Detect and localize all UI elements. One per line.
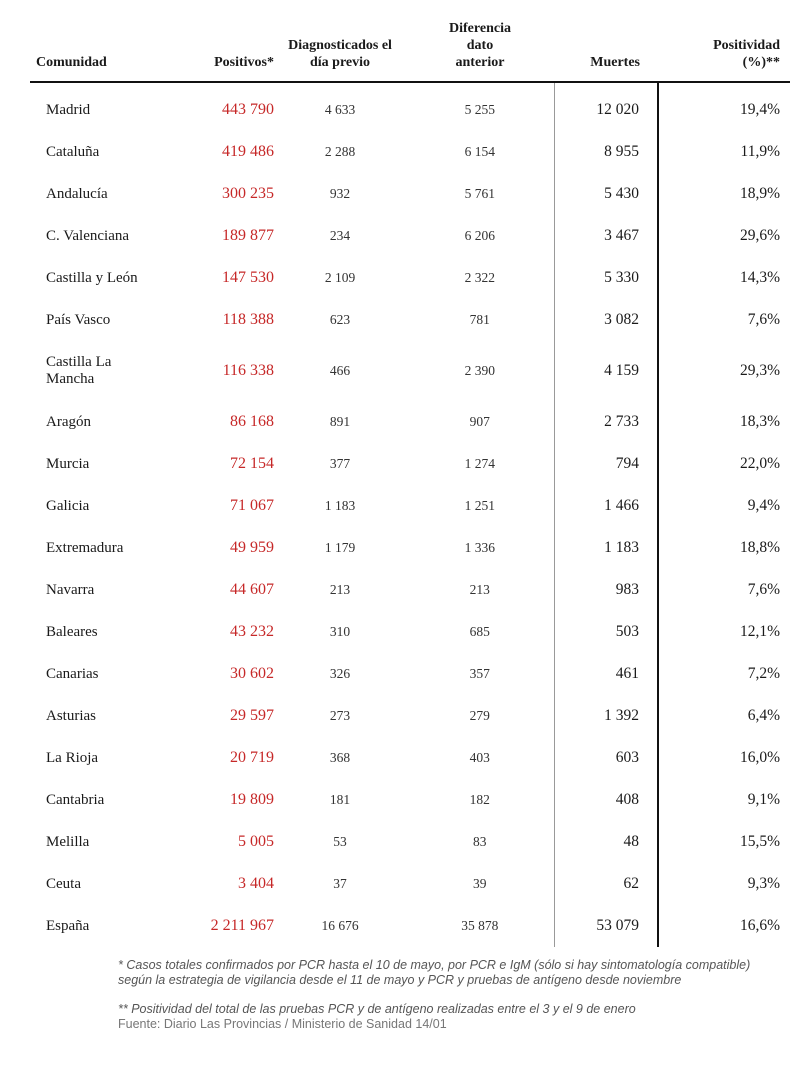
cell-diferencia: 403 xyxy=(469,750,490,765)
cell-diferencia: 5 255 xyxy=(464,102,495,117)
cell-diferencia: 279 xyxy=(469,708,490,723)
cell-muertes: 1 392 xyxy=(554,695,658,737)
cell-muertes: 503 xyxy=(554,611,658,653)
cell-comunidad: Madrid xyxy=(46,101,91,118)
cell-diagnosticados: 891 xyxy=(329,414,351,429)
cell-positivos: 43 232 xyxy=(230,623,274,640)
cell-comunidad: Galicia xyxy=(46,497,90,514)
table-row xyxy=(30,131,790,173)
cell-muertes: 12 020 xyxy=(554,82,658,131)
cell-positivos: 49 959 xyxy=(230,539,274,556)
table-row xyxy=(30,695,790,737)
table-row xyxy=(30,653,790,695)
cell-diferencia: 1 336 xyxy=(464,540,495,555)
cell-positividad: 29,3% xyxy=(739,362,780,379)
cell-positivos: 71 067 xyxy=(230,497,274,514)
covid-data-table xyxy=(30,20,790,947)
cell-positivos: 86 168 xyxy=(230,413,274,430)
cell-muertes: 1 466 xyxy=(554,485,658,527)
cell-comunidad: España xyxy=(46,917,90,934)
table-row xyxy=(30,401,790,443)
cell-comunidad: Castilla y León xyxy=(46,269,138,286)
cell-positividad: 9,3% xyxy=(747,875,780,892)
cell-comunidad: Cantabria xyxy=(46,791,105,808)
table-row xyxy=(30,82,790,131)
cell-positividad: 19,4% xyxy=(739,101,780,118)
cell-diferencia: 357 xyxy=(469,666,490,681)
cell-comunidad: Canarias xyxy=(46,665,99,682)
cell-muertes: 794 xyxy=(554,443,658,485)
table-row xyxy=(30,173,790,215)
cell-positividad: 18,3% xyxy=(739,413,780,430)
table-row xyxy=(30,905,790,947)
cell-muertes: 3 082 xyxy=(554,299,658,341)
cell-diferencia: 5 761 xyxy=(464,186,495,201)
cell-diferencia: 781 xyxy=(469,312,490,327)
cell-positividad: 22,0% xyxy=(739,455,780,472)
cell-positivos: 2 211 967 xyxy=(210,917,274,934)
cell-muertes: 48 xyxy=(554,821,658,863)
cell-diferencia: 1 274 xyxy=(464,456,495,471)
cell-positividad: 7,6% xyxy=(747,311,780,328)
footnotes xyxy=(118,958,758,1032)
cell-muertes: 5 430 xyxy=(554,173,658,215)
cell-positividad: 18,8% xyxy=(739,539,780,556)
cell-positividad: 12,1% xyxy=(739,623,780,640)
cell-positivos: 443 790 xyxy=(222,101,274,118)
table-row xyxy=(30,257,790,299)
cell-diferencia: 39 xyxy=(473,876,487,891)
cell-diferencia: 2 390 xyxy=(464,363,495,378)
table-row xyxy=(30,821,790,863)
header-positivos: Positivos* xyxy=(170,20,274,82)
cell-diferencia: 6 206 xyxy=(464,228,495,243)
cell-positivos: 19 809 xyxy=(230,791,274,808)
header-diferencia: Diferencia dato anterior xyxy=(406,20,554,82)
cell-positividad: 14,3% xyxy=(739,269,780,286)
cell-diferencia: 6 154 xyxy=(464,144,495,159)
cell-diagnosticados: 181 xyxy=(329,792,351,807)
cell-diagnosticados: 1 183 xyxy=(324,498,356,513)
header-comunidad: Comunidad xyxy=(30,20,170,82)
cell-diagnosticados: 377 xyxy=(329,456,351,471)
cell-positivos: 300 235 xyxy=(222,185,274,202)
table-header-row xyxy=(30,20,790,82)
cell-positividad: 29,6% xyxy=(739,227,780,244)
cell-diferencia: 35 878 xyxy=(461,918,499,933)
cell-diagnosticados: 4 633 xyxy=(324,102,356,117)
cell-diferencia: 907 xyxy=(469,414,490,429)
cell-muertes: 5 330 xyxy=(554,257,658,299)
cell-positividad: 6,4% xyxy=(747,707,780,724)
cell-comunidad: Cataluña xyxy=(46,143,100,160)
header-diagnosticados: Diagnosticados el día previo xyxy=(274,20,406,82)
cell-positivos: 72 154 xyxy=(230,455,274,472)
cell-positividad: 15,5% xyxy=(739,833,780,850)
cell-comunidad: Extremadura xyxy=(46,539,124,556)
cell-diferencia: 213 xyxy=(469,582,490,597)
table-row xyxy=(30,737,790,779)
cell-diagnosticados: 932 xyxy=(329,186,351,201)
table-row xyxy=(30,527,790,569)
table-row xyxy=(30,611,790,653)
cell-diferencia: 182 xyxy=(469,792,490,807)
cell-diagnosticados: 466 xyxy=(329,363,351,378)
cell-comunidad: Ceuta xyxy=(46,875,81,892)
cell-muertes: 603 xyxy=(554,737,658,779)
table-row xyxy=(30,863,790,905)
cell-muertes: 53 079 xyxy=(554,905,658,947)
footnote-positivos: * Casos totales confirmados por PCR hasta el 10 de mayo, por PCR e IgM (sólo si hay sintomatología compatible) según la estrategia de vigilancia desde el 11 de mayo y PCR y pruebas de antígeno desde noviembre xyxy=(118,958,751,987)
cell-muertes: 62 xyxy=(554,863,658,905)
table-body xyxy=(30,82,790,947)
cell-comunidad: La Rioja xyxy=(46,749,99,766)
cell-diagnosticados: 326 xyxy=(329,666,351,681)
cell-comunidad: Melilla xyxy=(46,833,90,850)
cell-positividad: 7,6% xyxy=(747,581,780,598)
table-row xyxy=(30,299,790,341)
cell-muertes: 1 183 xyxy=(554,527,658,569)
cell-positividad: 9,4% xyxy=(747,497,780,514)
cell-muertes: 8 955 xyxy=(554,131,658,173)
table-row xyxy=(30,569,790,611)
cell-positividad: 9,1% xyxy=(747,791,780,808)
cell-comunidad: Castilla La Mancha xyxy=(46,354,112,387)
cell-diferencia: 685 xyxy=(469,624,490,639)
cell-positivos: 118 388 xyxy=(222,311,274,328)
cell-diagnosticados: 2 288 xyxy=(324,144,356,159)
cell-positivos: 419 486 xyxy=(222,143,274,160)
cell-comunidad: Baleares xyxy=(46,623,98,640)
cell-muertes: 408 xyxy=(554,779,658,821)
table-row xyxy=(30,443,790,485)
table-row xyxy=(30,485,790,527)
footnote-positividad: ** Positividad del total de las pruebas PCR y de antígeno realizadas entre el 3 y el 9 de enero xyxy=(118,1002,636,1016)
cell-positividad: 16,6% xyxy=(739,917,780,934)
cell-positivos: 5 005 xyxy=(238,833,274,850)
source-credit: Fuente: Diario Las Provincias / Ministerio de Sanidad 14/01 xyxy=(118,1017,447,1031)
cell-positivos: 189 877 xyxy=(222,227,274,244)
table-row xyxy=(30,215,790,257)
cell-positividad: 11,9% xyxy=(740,143,780,160)
cell-diferencia: 83 xyxy=(473,834,487,849)
cell-diferencia: 2 322 xyxy=(464,270,495,285)
cell-diferencia: 1 251 xyxy=(464,498,495,513)
cell-positivos: 3 404 xyxy=(238,875,274,892)
cell-diagnosticados: 234 xyxy=(329,228,351,243)
table-row xyxy=(30,779,790,821)
cell-diagnosticados: 1 179 xyxy=(324,540,356,555)
cell-muertes: 3 467 xyxy=(554,215,658,257)
cell-positividad: 16,0% xyxy=(739,749,780,766)
cell-muertes: 983 xyxy=(554,569,658,611)
cell-muertes: 2 733 xyxy=(554,401,658,443)
cell-comunidad: Asturias xyxy=(46,707,96,724)
cell-positivos: 116 338 xyxy=(222,362,274,379)
cell-diagnosticados: 623 xyxy=(329,312,351,327)
cell-muertes: 4 159 xyxy=(554,341,658,401)
cell-diagnosticados: 310 xyxy=(329,624,351,639)
cell-positivos: 147 530 xyxy=(222,269,274,286)
cell-positivos: 29 597 xyxy=(230,707,274,724)
cell-diagnosticados: 273 xyxy=(329,708,351,723)
table-row xyxy=(30,341,790,401)
cell-comunidad: C. Valenciana xyxy=(46,227,130,244)
cell-comunidad: Andalucía xyxy=(46,185,108,202)
cell-positivos: 44 607 xyxy=(230,581,274,598)
cell-diagnosticados: 213 xyxy=(329,582,351,597)
cell-comunidad: Murcia xyxy=(46,455,90,472)
cell-positividad: 7,2% xyxy=(747,665,780,682)
cell-comunidad: País Vasco xyxy=(46,311,111,328)
cell-muertes: 461 xyxy=(554,653,658,695)
cell-diagnosticados: 37 xyxy=(333,876,347,891)
cell-positivos: 30 602 xyxy=(230,665,274,682)
header-positividad: Positividad (%)** xyxy=(658,20,790,82)
cell-diagnosticados: 2 109 xyxy=(324,270,356,285)
cell-comunidad: Aragón xyxy=(46,413,91,430)
covid-table-container xyxy=(30,20,790,947)
cell-diagnosticados: 53 xyxy=(333,834,347,849)
header-muertes: Muertes xyxy=(554,20,658,82)
cell-comunidad: Navarra xyxy=(46,581,95,598)
cell-positividad: 18,9% xyxy=(739,185,780,202)
cell-diagnosticados: 368 xyxy=(329,750,351,765)
cell-positivos: 20 719 xyxy=(230,749,274,766)
cell-diagnosticados: 16 676 xyxy=(321,918,359,933)
